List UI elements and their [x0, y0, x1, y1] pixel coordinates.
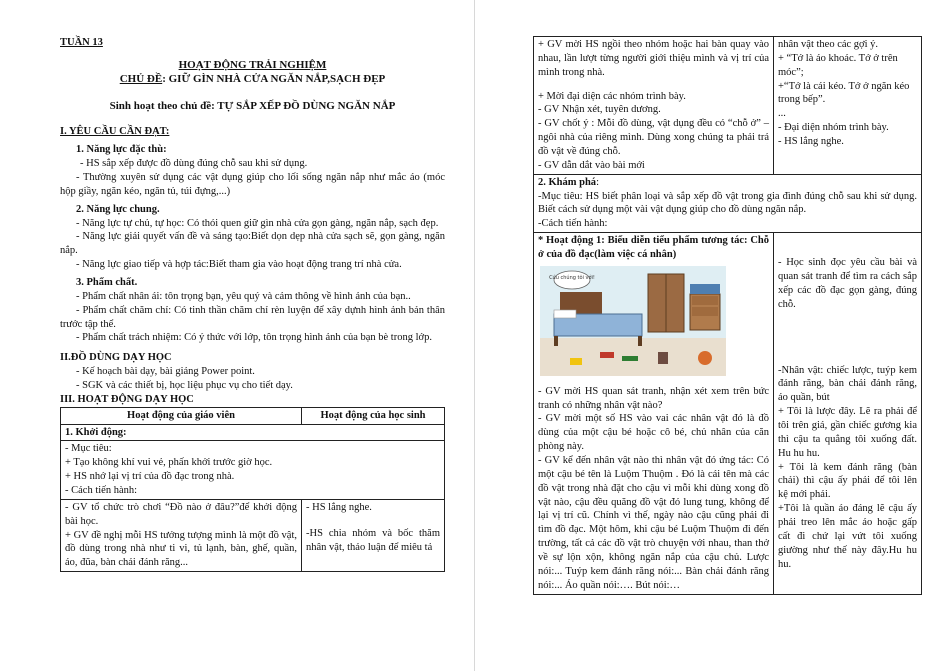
paragraph: -HS chia nhóm và bốc thăm nhân vật, thảo luận để miêu tả — [306, 527, 440, 553]
topic-line — [60, 72, 445, 87]
teacher-cell — [61, 499, 302, 571]
right-page — [475, 0, 950, 671]
paragraph: - Học sinh đọc yêu cầu bài và quan sát tranh để tìm ra cách sắp xếp các đồ đạc gọn gàng, đúng chỗ. — [778, 257, 917, 310]
activity-table — [60, 407, 445, 572]
paragraph: - HS lắng nghe. — [306, 501, 372, 513]
section-requirements: I. YÊU CẦU CẦN ĐẠT: — [60, 126, 170, 138]
table-row — [534, 174, 922, 232]
header-teacher: Hoạt động của giáo viên — [61, 407, 302, 424]
paragraph: - Kế hoạch bài dạy, bài giảng Power point. — [76, 366, 255, 378]
paragraph: - GV chốt ý : Mỗi đồ dùng, vật dụng đều có “chỗ ở” – ngôi nhà của riêng mình. Dùng xong chúng ta phải trả đồ vật về đúng chỗ. — [538, 118, 769, 158]
paragraph: + Tôi là kem đánh răng (bàn chải) thì cậu ấy phải để tôi lên kệ mới phải. — [778, 461, 917, 501]
paragraph: - Phẩm chất nhân ái: tôn trọng bạn, yêu quý và cảm thông về hình ảnh của bạn.. — [76, 290, 411, 302]
paragraph: nhân vật theo các gợi ý. — [778, 39, 879, 50]
paragraph: + “Tớ là áo khoác. Tớ ở trên móc”; — [778, 52, 898, 78]
week-label: TUẦN 13 — [60, 37, 103, 48]
table-header-row — [61, 407, 445, 424]
paragraph: - HS lắng nghe. — [778, 136, 844, 148]
paragraph: + Tôi là lược đây. Lẽ ra phải để tôi trên giá, gần chiếc gương kia thì cậu ta quẳng tôi xuống đất. Hu hu hu. — [778, 406, 917, 459]
explore-heading: 2. Khám phá — [538, 176, 597, 188]
paragraph: -Cách tiến hành: — [538, 218, 608, 230]
heading-specific-competence: 1. Năng lực đặc thù: — [76, 144, 167, 156]
paragraph: - HS sắp xếp được đồ dùng đúng chỗ sau khi sử dụng. — [80, 158, 308, 170]
paragraph: - Cách tiến hành: — [65, 485, 138, 497]
section-activities: III. HOẠT ĐỘNG DẠY HỌC — [60, 393, 194, 405]
table-row — [61, 499, 445, 571]
paragraph: - Thường xuyên sử dụng các vật dụng giúp cho lối sống ngăn nắp như mắc áo (móc hộp giầy, ngăn kéo, ngăn tủ, túi đựng,...) — [60, 171, 445, 197]
explore-heading-line: 2. Khám phá: — [538, 176, 599, 188]
paragraph: + Mời đại diện các nhóm trình bày. — [538, 90, 686, 102]
paragraph: + GV mời HS ngồi theo nhóm hoặc hai bàn quay vào nhau, lần lượt từng người giới thiệu mình và vị trí của mình trong nhà. — [538, 39, 769, 78]
paragraph: - Phẩm chất trách nhiệm: Có ý thức với lớp, tôn trọng hình ảnh của bạn bè trong lớp. — [76, 332, 432, 344]
paragraph: + GV đề nghị mỗi HS tưởng tượng mình là một đồ vật, đồ dùng trong nhà như ti vi, tủ lạnh, bàn, ghế, quần, áo, đũa, bàn chải đánh răng... — [65, 529, 297, 569]
section-teaching-aids: II.ĐỒ DÙNG DẠY HỌC — [60, 352, 172, 364]
paragraph: - GV tổ chức trò chơi “Đồ nào ở đâu?”để khởi động bài học. — [65, 501, 297, 527]
heading-general-competence: 2. Năng lực chung. — [76, 203, 160, 215]
doc-title: HOẠT ĐỘNG TRẢI NGHIỆM — [178, 58, 327, 71]
paragraph: ... — [778, 108, 786, 120]
paragraph: + Tạo không khí vui vẻ, phấn khởi trước giờ học. — [65, 457, 273, 469]
heading-qualities: 3. Phẩm chất. — [76, 277, 138, 288]
explore-cell — [534, 174, 922, 232]
paragraph: +“Tớ là cái kéo. Tớ ở ngăn kéo trong bếp”. — [778, 80, 910, 106]
paragraph: - GV Nhận xét, tuyên dương. — [538, 104, 661, 116]
subtitle: Sinh hoạt theo chủ đề: TỰ SẮP XẾP ĐỒ DÙNG NGĂN NẮP — [109, 99, 396, 112]
paragraph: - Năng lực giao tiếp và hợp tác:Biết tham gia vào hoạt động trang trí nhà cửa. — [76, 259, 402, 271]
paragraph: + HS nhớ lại vị trí của đồ đạc trong nhà. — [65, 471, 235, 483]
paragraph: - Năng lực giải quyết vấn đề và sáng tạo:Biết dọn dẹp nhà cửa sạch sẽ, gọn gàng, ngăn nắp. — [60, 231, 445, 257]
paragraph: -Nhân vật: chiếc lược, tuýp kem đánh răng, bàn chải đánh răng, áo quần, bút — [778, 364, 917, 404]
paragraph: - GV dẫn dắt vào bài mới — [538, 159, 645, 171]
student-cell — [302, 499, 445, 571]
paragraph: - SGK và các thiết bị, học liệu phục vụ cho tiết dạy. — [76, 380, 293, 392]
table-row — [534, 233, 922, 594]
teacher-cell — [534, 37, 774, 175]
student-cell — [774, 233, 922, 594]
paragraph: - GV mời HS quan sát tranh, nhận xét xem trên bức tranh có những nhân vật nào? — [538, 385, 769, 411]
speech-bubble-text: Cứu chúng tôi với! — [549, 274, 595, 281]
paragraph: - Phẩm chất chăm chỉ: Có tinh thần chăm chỉ rèn luyện để xây dựnh hình ảnh bản thân trước tập thể. — [60, 304, 445, 330]
paragraph: - Đại diện nhóm trình bày. — [778, 122, 889, 134]
student-cell — [774, 37, 922, 175]
table-row — [61, 424, 445, 441]
messy-bedroom-illustration — [540, 266, 726, 376]
paragraph: - Mục tiêu: — [65, 443, 112, 455]
activity-1-heading: * Hoạt động 1: Biểu diễn tiểu phẩm tương tác: Chỗ ở của đồ đạc(làm việc cá nhân) — [538, 235, 769, 261]
paragraph: +Tôi là quần áo đáng lẽ cậu ấy phải treo lên mắc áo hoặc gấp cất đi chứ lại vứt tôi xuống giường như thế này đây.Hu hu hu. — [778, 503, 917, 570]
topic-text: : GIỮ GÌN NHÀ CỬA NGĂN NẮP,SẠCH ĐẸP — [162, 73, 386, 86]
activity-table-continued — [533, 36, 922, 595]
paragraph: - Năng lực tự chủ, tự học: Có thói quen giữ gìn nhà cửa gọn gàng, ngăn nắp, sạch đẹp. — [76, 217, 439, 229]
warmup-goals — [61, 441, 445, 499]
table-row — [61, 441, 445, 499]
header-student: Hoạt động của học sinh — [302, 407, 445, 424]
teacher-cell — [534, 233, 774, 594]
topic-label: CHỦ ĐỀ — [119, 73, 163, 86]
warmup-heading: 1. Khởi động: — [61, 424, 445, 441]
table-row — [534, 37, 922, 175]
paragraph: -Mục tiêu: HS biết phân loại và sắp xếp đồ vật trong gia đình đúng chỗ sau khi sử dụng. Biết cách sử dụng một vài vật dụng giúp cho đồ dùng ngăn nắp. — [538, 190, 917, 216]
paragraph: - GV kể đến nhân vật nào thì nhân vật đó ứng tác: Có một cậu bé tên là Luộm Thuộm . Đó là cái tên mà các đồ vật trong nhà đặt cho cậu vì mỗi khi dùng xong đồ vật nào, cậu đều quăng đồ vật đó lung tung, không để lại vị trí cũ. Chính vì thế, ngày nào cậu cũng phải đi tìm đồ đạc. Một hôm, khi cậu bé Luộm Thuộm đi đến trường, tất cả các đồ vật trò chuyện với nhau, than thở về sự lộn xộn, không ngăn nắp của cậu chủ. Lược nói:... Tuýp kem đánh răng nói:... Bàn chải đánh răng nói:... Áo quần nói:…. Bút nói:… — [538, 455, 769, 591]
paragraph: - GV mời một số HS vào vai các nhân vật đó là đồ dùng của một cậu bé hoặc cô bé, chủ nhân của căn phòng này. — [538, 413, 769, 453]
